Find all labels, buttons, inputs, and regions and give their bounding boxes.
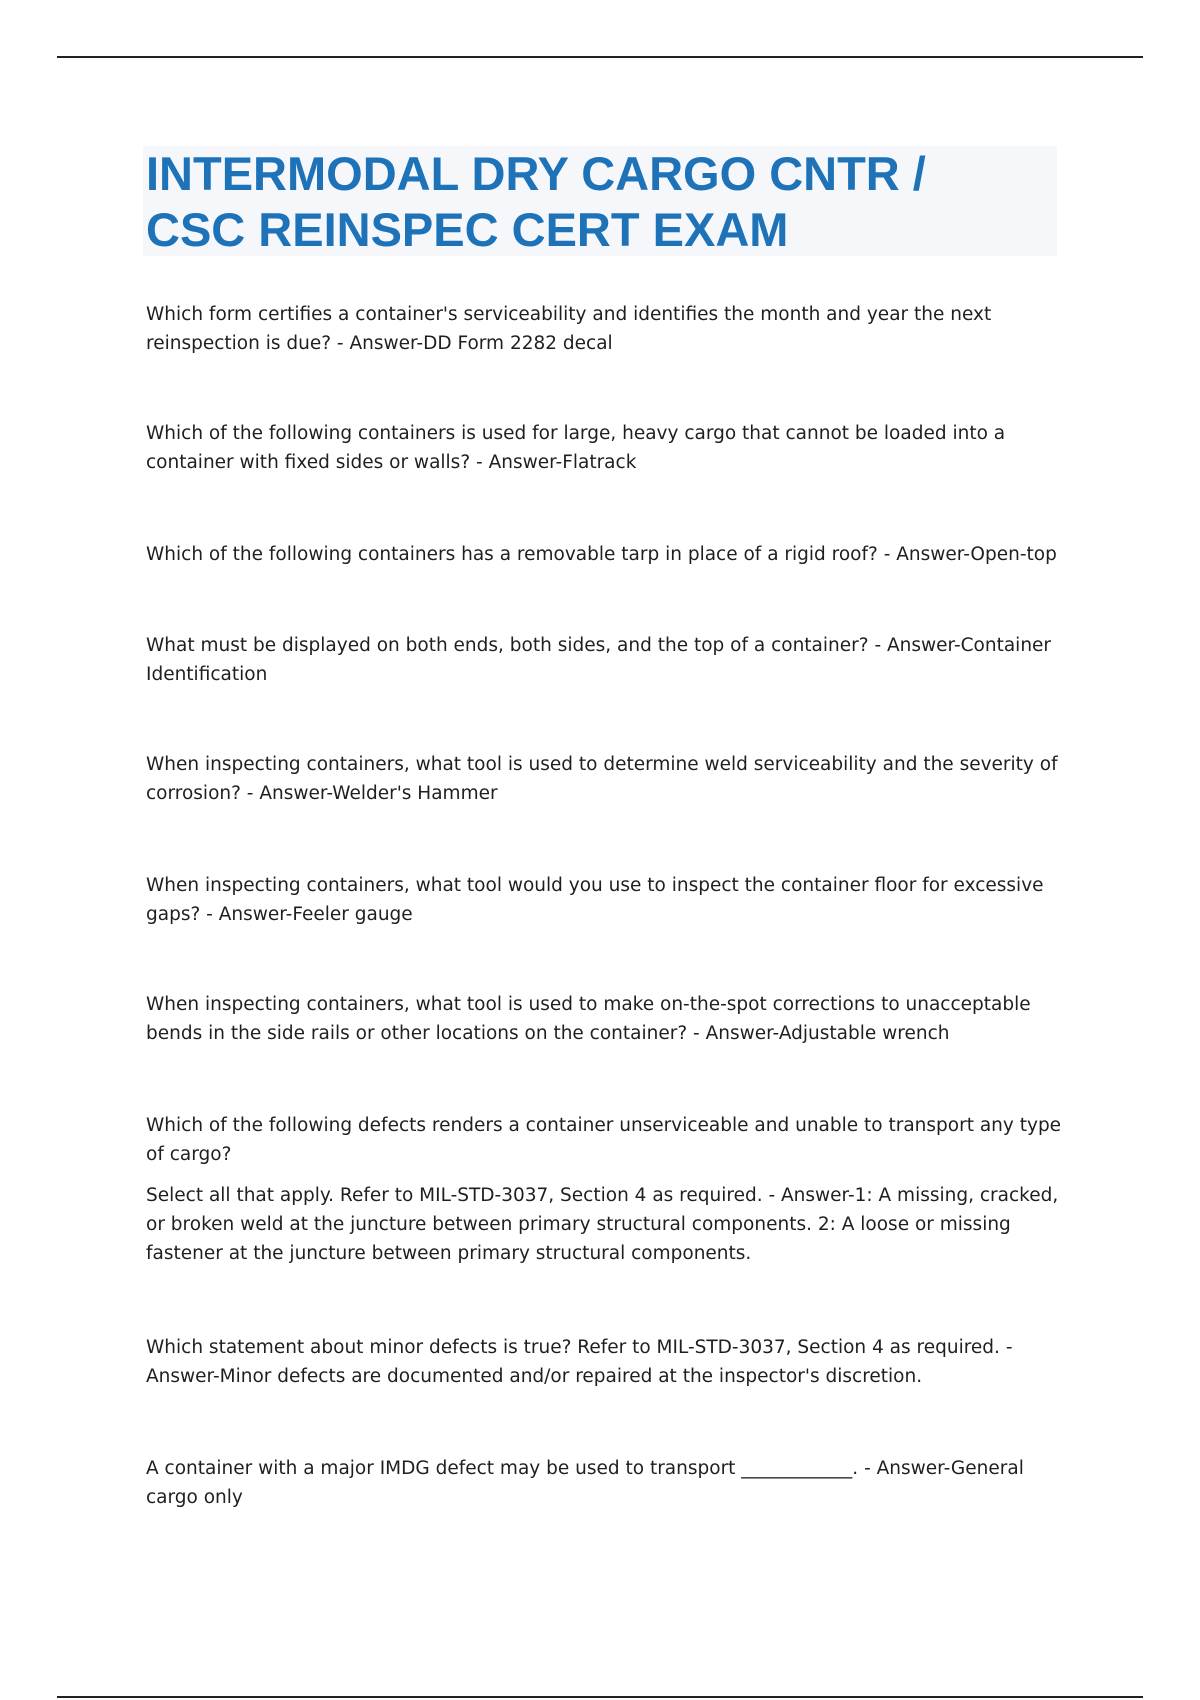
qa-item: [146, 990, 1066, 1048]
qa-text: Which of the following defects renders a container unserviceable and unable to transport any type of cargo?: [146, 1115, 1062, 1165]
qa-text: Which statement about minor defects is true? Refer to MIL-STD-3037, Section 4 as required. - Answer-Minor defects are documented and/or repaired at the inspector's discretion.: [146, 1337, 1013, 1387]
qa-item: [146, 750, 1066, 808]
qa-item: [146, 1111, 1066, 1268]
bottom-rule: [57, 1696, 1143, 1698]
qa-text: Which form certifies a container's serviceability and identifies the month and year the next reinspection is due? - Answer-DD Form 2282 decal: [146, 304, 992, 354]
document-title: [146, 146, 1057, 258]
title-line-2: CSC REINSPEC CERT EXAM: [146, 203, 789, 256]
qa-item: [146, 540, 1066, 569]
qa-item: [146, 1454, 1066, 1512]
qa-text: Which of the following containers is used for large, heavy cargo that cannot be loaded into a container with fixed sides or walls? - Answer-Flatrack: [146, 423, 1006, 473]
qa-text: When inspecting containers, what tool is used to determine weld serviceability and the severity of corrosion? - Answer-Welder's Hammer: [146, 754, 1058, 804]
qa-item: [146, 419, 1066, 477]
qa-text: A container with a major IMDG defect may be used to transport ____________. - Answer-General cargo only: [146, 1458, 1024, 1508]
qa-text: What must be displayed on both ends, both sides, and the top of a container? - Answer-Container Identification: [146, 635, 1052, 685]
qa-item: [146, 871, 1066, 929]
top-rule: [57, 56, 1143, 58]
title-line-1: INTERMODAL DRY CARGO CNTR /: [146, 147, 926, 200]
qa-item: [146, 300, 1066, 358]
qa-item: [146, 1333, 1066, 1391]
qa-text: When inspecting containers, what tool is used to make on-the-spot corrections to unacceptable bends in the side rails or other locations on the container? - Answer-Adjustable wrench: [146, 994, 1031, 1044]
qa-text: When inspecting containers, what tool would you use to inspect the container floor for excessive gaps? - Answer-Feeler gauge: [146, 875, 1044, 925]
title-block: [143, 146, 1057, 256]
qa-text: Which of the following containers has a removable tarp in place of a rigid roof? - Answer-Open-top: [146, 544, 1057, 565]
qa-item: [146, 631, 1066, 689]
qa-text: Select all that apply. Refer to MIL-STD-3037, Section 4 as required. - Answer-1: A missing, cracked, or broken weld at the juncture between primary structural components. 2: A loose or missing fastener at the juncture between primary structural components.: [146, 1185, 1059, 1264]
